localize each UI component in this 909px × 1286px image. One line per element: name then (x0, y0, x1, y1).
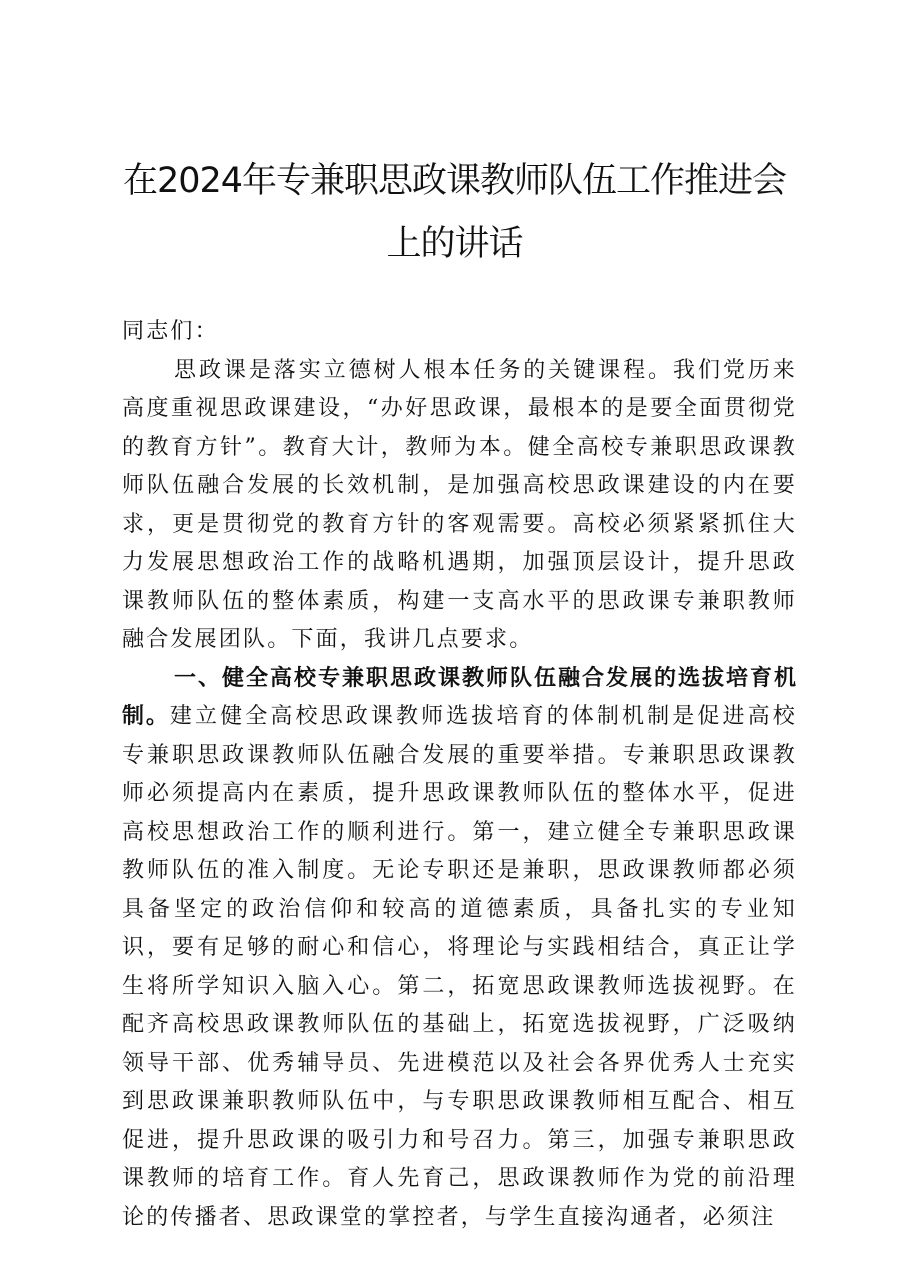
title-line-2: 上的讲话 (386, 224, 523, 264)
paragraph-section-1 (122, 660, 797, 1238)
document-body (122, 313, 797, 1237)
paragraph-intro: 思政课是落实立德树人根本任务的关键课程。我们党历来高度重视思政课建设，“办好思政课，最根本的是要全面贯彻党的教育方针”。教育大计，教师为本。健全高校专兼职思政课教师队伍融合发展的长效机制，是加强高校思政课建设的内在要求，更是贯彻党的教育方针的客观需要。高校必须紧紧抓住大力发展思想政治工作的战略机遇期，加强顶层设计，提升思政课教师队伍的整体素质，构建一支高水平的思政课专兼职教师融合发展团队。下面，我讲几点要求。 (122, 357, 797, 652)
document-title (100, 150, 809, 276)
salutation: 同志们： (122, 319, 219, 344)
section-1-heading: 一、健全高校专兼职思政课教师队伍融合发展的选拔培育机制。 (122, 665, 797, 729)
title-line-1: 在2024年专兼职思政课教师队伍工作推进会 (122, 161, 787, 201)
section-1-body: 建立健全高校思政课教师选拔培育的体制机制是促进高校专兼职思政课教师队伍融合发展的重要举措。专兼职思政课教师必须提高内在素质，提升思政课教师队伍的整体水平，促进高校思想政治工作的顺利进行。第一，建立健全专兼职思政课教师队伍的准入制度。无论专职还是兼职，思政课教师都必须具备坚定的政治信仰和较高的道德素质，具备扎实的专业知识，要有足够的耐心和信心，将理论与实践相结合，真正让学生将所学知识入脑入心。第二，拓宽思政课教师选拔视野。在配齐高校思政课教师队伍的基础上，拓宽选拔视野，广泛吸纳领导干部、优秀辅导员、先进模范以及社会各界优秀人士充实到思政课兼职教师队伍中，与专职思政课教师相互配合、相互促进，提升思政课的吸引力和号召力。第三，加强专兼职思政课教师的培育工作。育人先育己，思政课教师作为党的前沿理论的传播者、思政课堂的掌控者，与学生直接沟通者，必须注 (122, 704, 797, 1230)
